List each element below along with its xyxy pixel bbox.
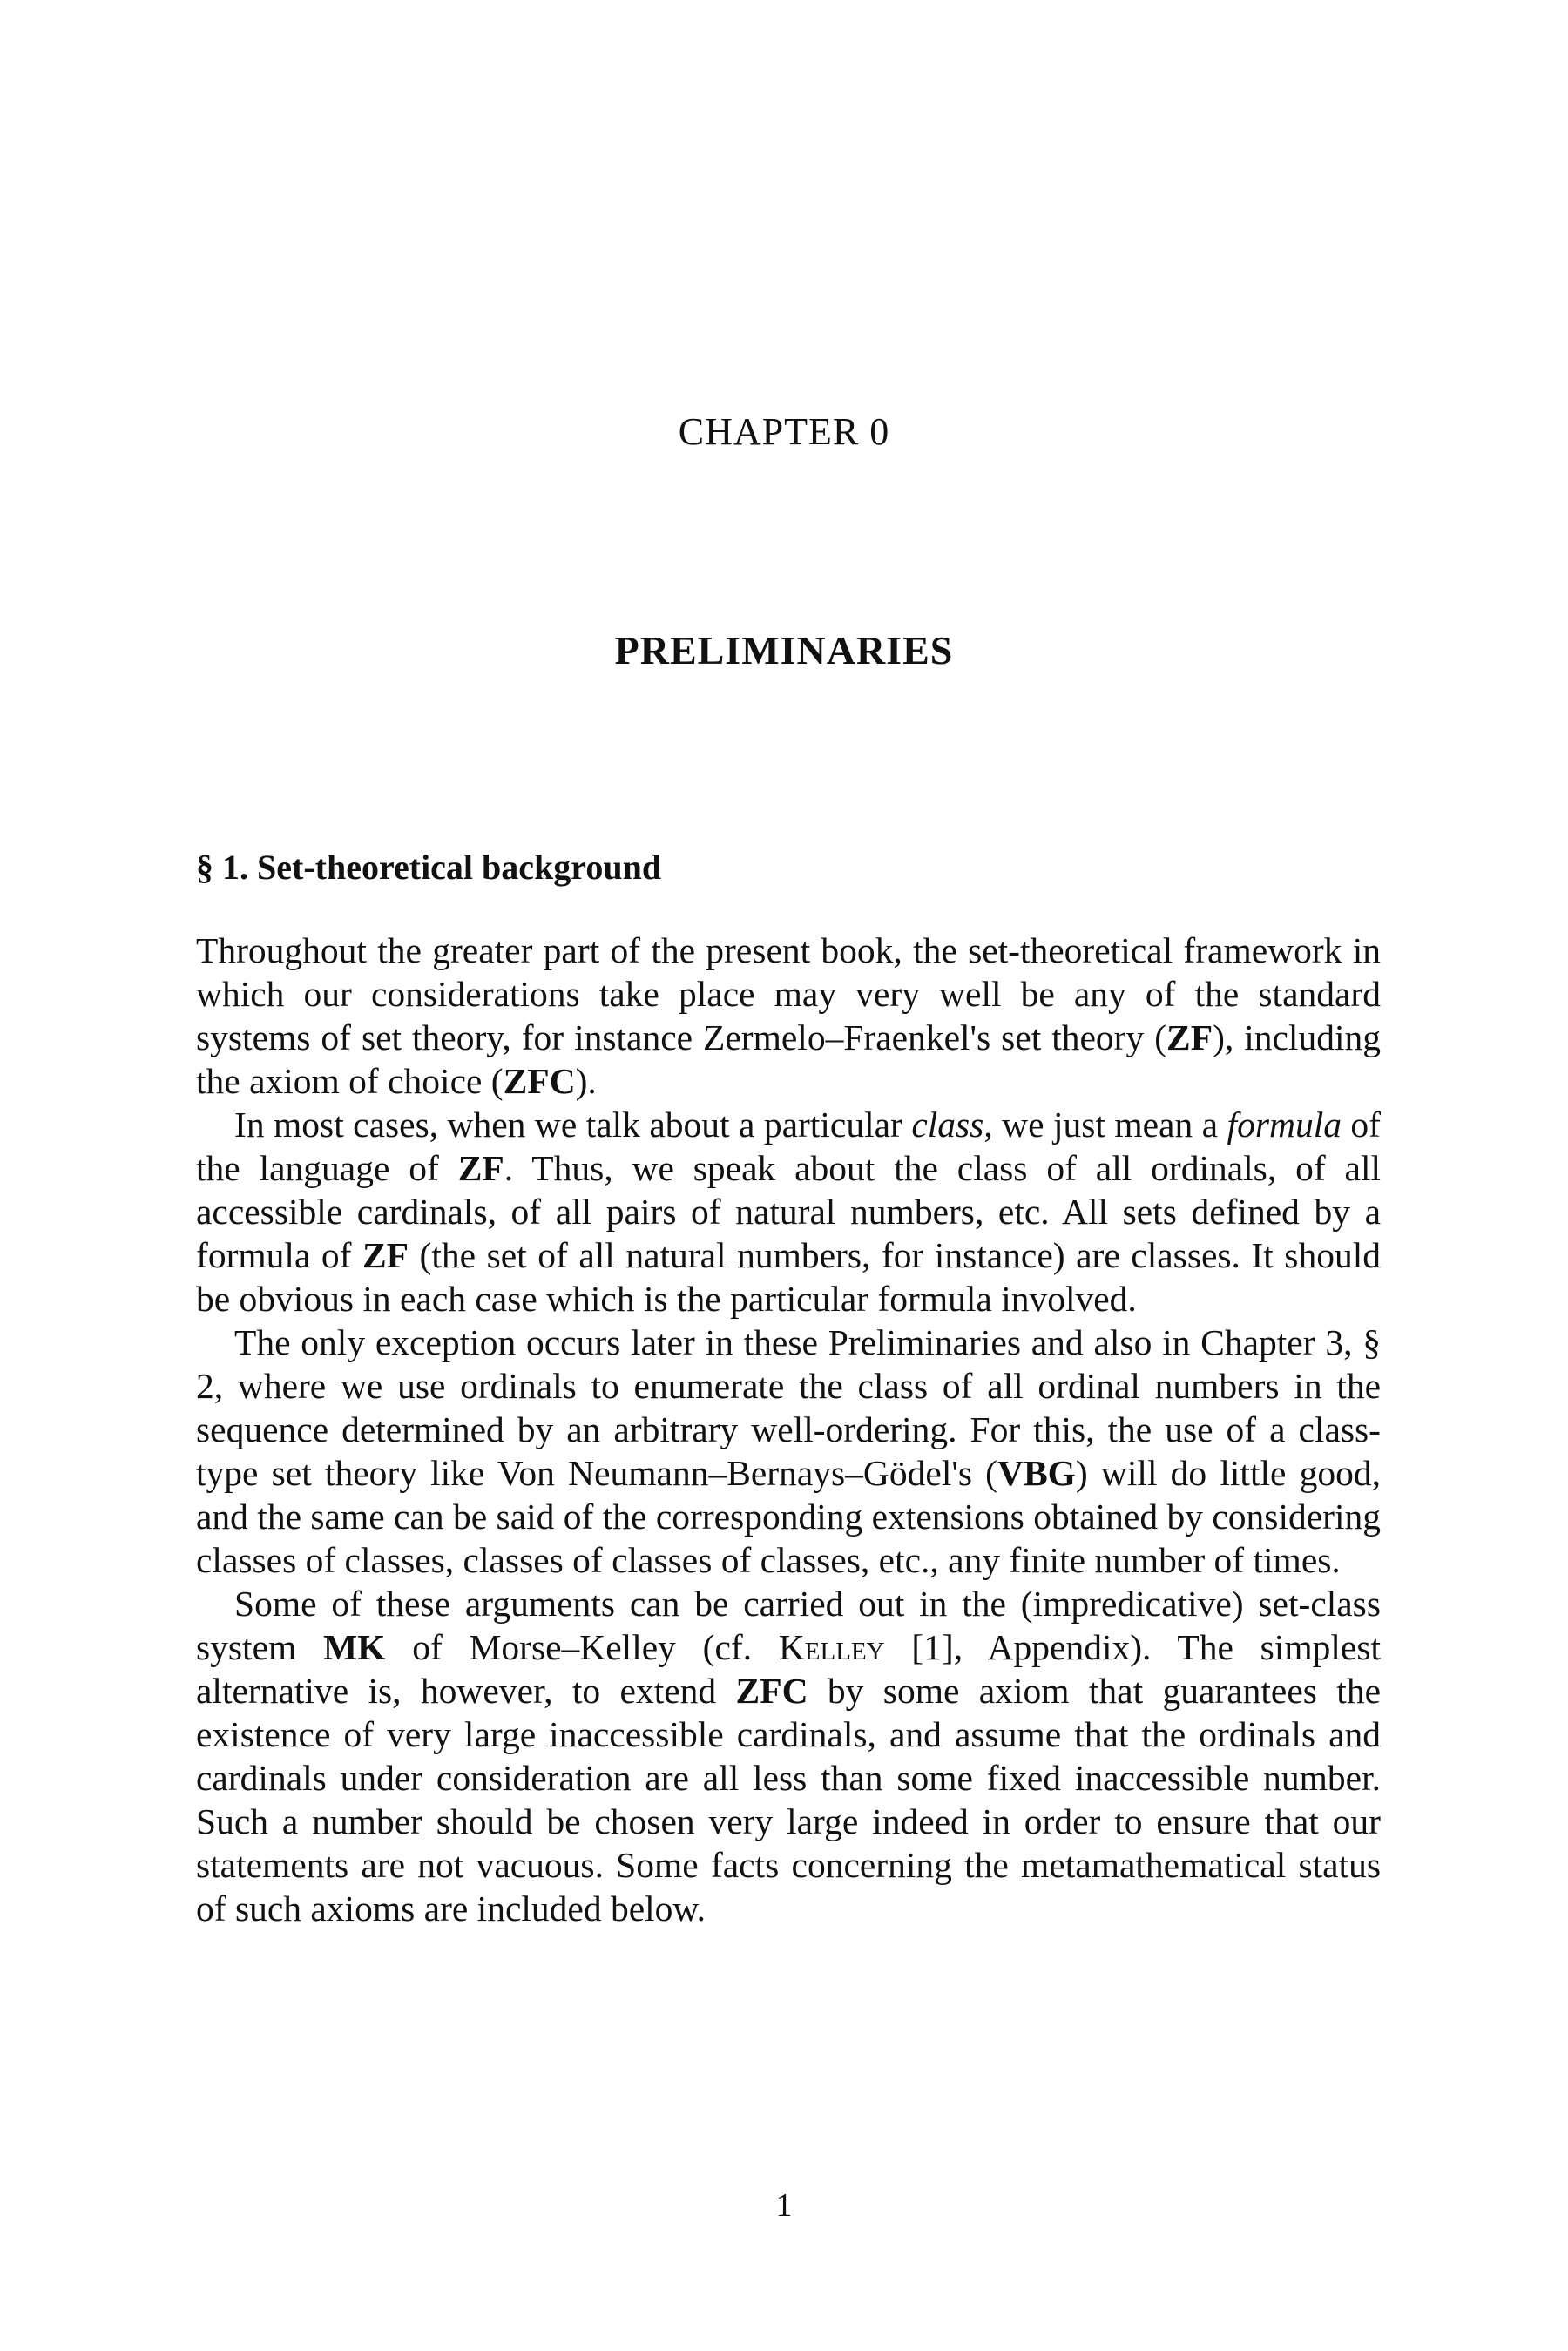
paragraph-2-text: , we just mean a <box>983 1105 1227 1145</box>
term-zf: ZF <box>362 1235 409 1275</box>
paragraph-1-text: Throughout the greater part of the present book, the set-theoretical framework in which our considerations take place may very well be any of the standard systems of set theory, for instance Zermelo–Fraenkel's set theory ( <box>196 930 1381 1057</box>
paragraph-2-text: of the language of <box>196 1105 1381 1188</box>
paragraph-1-text: ). <box>575 1061 597 1101</box>
paragraph-1-text: ), including the axiom of choice ( <box>196 1017 1381 1101</box>
paragraph-2-text: (the set of all natural numbers, for instance) are classes. It should be obvious in each case which is the particular formula involved. <box>196 1235 1381 1319</box>
paragraph-4-text: Some of these arguments can be carried out in the (impredicative) set-class system <box>196 1584 1381 1667</box>
paragraph-3-text: The only exception occurs later in these Preliminaries and also in Chapter 3, § 2, where we use ordinals to enumerate the class of all ordinal numbers in the sequence determined by an arbitrary well-ordering. For this, the use of a class-type set theory like Von Neumann–Bernays–Gödel's ( <box>196 1322 1381 1493</box>
author-citation-kelley: Kelley <box>778 1627 885 1667</box>
term-zfc: ZFC <box>735 1671 808 1711</box>
term-class: class <box>911 1105 984 1145</box>
section-heading: § 1. Set-theoretical background <box>196 848 662 887</box>
page-number: 1 <box>775 2187 793 2224</box>
term-zf: ZF <box>457 1148 504 1188</box>
paragraph-4-text: of Morse–Kelley (cf. <box>385 1627 779 1667</box>
body-text <box>196 929 1381 1930</box>
paragraph-1 <box>196 929 1381 1103</box>
paragraph-2-text: In most cases, when we talk about a particular <box>234 1105 912 1145</box>
chapter-title: PRELIMINARIES <box>614 628 954 672</box>
paragraph-2-text: . Thus, we speak about the class of all ordinals, of all accessible cardinals, of all pairs of natural numbers, etc. All sets defined by a formula of <box>196 1148 1382 1275</box>
paragraph-3 <box>196 1321 1381 1582</box>
paragraph-4 <box>196 1582 1381 1930</box>
paragraph-4-text: [1], Appendix). The simplest alternative is, however, to extend <box>196 1627 1381 1711</box>
term-zf: ZF <box>1166 1017 1213 1057</box>
term-mk: MK <box>323 1627 386 1667</box>
chapter-label: CHAPTER 0 <box>678 410 890 453</box>
term-zfc: ZFC <box>503 1061 576 1101</box>
paragraph-3-text: ) will do little good, and the same can be said of the corresponding extensions obtained by considering classes of classes, classes of classes of classes, etc., any finite number of times. <box>196 1453 1381 1580</box>
term-vbg: VBG <box>997 1453 1076 1493</box>
paragraph-2 <box>196 1103 1381 1321</box>
paragraph-4-text: by some axiom that guarantees the existence of very large inaccessible cardinals, and assume that the ordinals and cardinals under consideration are all less than some fixed inaccessible number. Such a number should be chosen very large indeed in order to ensure that our statements are not vacuous. Some facts concerning the metamathematical status of such axioms are included below. <box>196 1671 1381 1929</box>
term-formula: formula <box>1227 1105 1342 1145</box>
